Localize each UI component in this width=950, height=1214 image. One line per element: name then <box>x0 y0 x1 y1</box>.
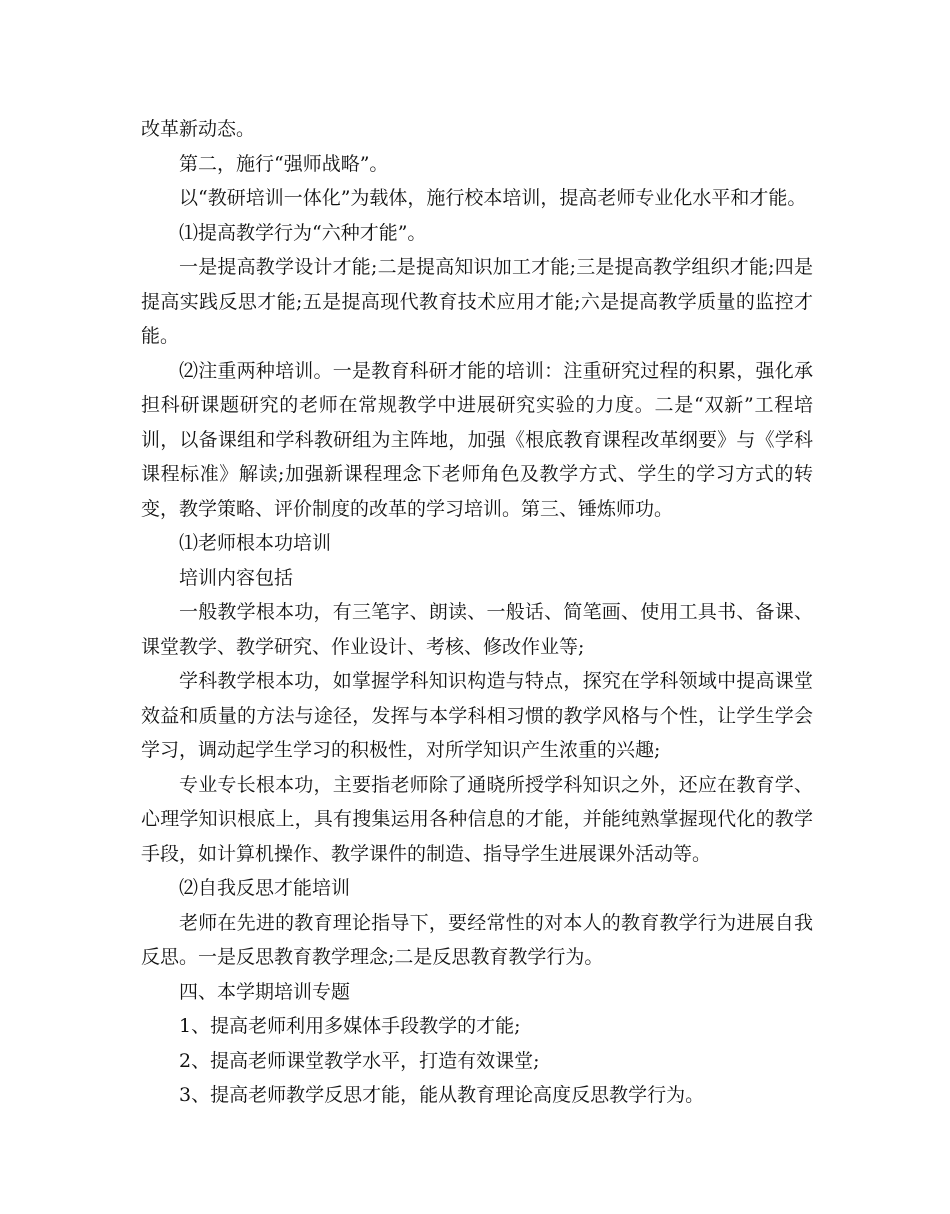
paragraph: 第二，施行“强师战略”。 <box>179 152 389 175</box>
paragraph: 一是提高教学设计才能;二是提高知识加工才能;三是提高教学组织才能;四是提高实践反思才能;五是提高现代教育技术应用才能;六是提高教学质量的监控才能。 <box>141 256 813 347</box>
paragraph: ⑵注重两种培训。一是教育科研才能的培训：注重研究过程的积累，强化承担科研课题研究的老师在常规教学中进展研究实验的力度。二是“双新”工程培训，以备课组和学科教研组为主阵地，加强《根底教育课程改革纲要》与《学科课程标准》解读;加强新课程理念下老师角色及教学方式、学生的学习方式的转变，教学策略、评价制度的改革的学习培训。第三、锤炼师功。 <box>141 359 813 520</box>
paragraph: 1、提高老师利用多媒体手段教学的才能; <box>179 1015 521 1037</box>
paragraph: 四、本学期培训专题 <box>179 980 351 1003</box>
paragraph: 专业专长根本功，主要指老师除了通晓所授学科知识之外，还应在教育学、心理学知识根底上，具有搜集运用各种信息的才能，并能纯熟掌握现代化的教学手段，如计算机操作、教学课件的制造、指导学生进展课外活动等。 <box>141 773 813 865</box>
paragraph: 2、提高老师课堂教学水平，打造有效课堂; <box>179 1049 540 1072</box>
paragraph: 以“教研培训一体化”为载体，施行校本培训，提高老师专业化水平和才能。 <box>179 187 807 209</box>
paragraph: 改革新动态。 <box>141 118 256 140</box>
paragraph: 3、提高老师教学反思才能，能从教育理论高度反思教学行为。 <box>179 1084 705 1106</box>
paragraph: 培训内容包括 <box>179 566 294 589</box>
paragraph: ⑴老师根本功培训 <box>179 532 332 554</box>
paragraph: ⑴提高教学行为“六种才能”。 <box>179 221 427 244</box>
paragraph: 一般教学根本功，有三笔字、朗读、一般话、简笔画、使用工具书、备课、课堂教学、教学研究、作业设计、考核、修改作业等; <box>141 601 813 658</box>
document-body <box>141 112 813 1113</box>
paragraph: ⑵自我反思才能培训 <box>179 877 351 899</box>
paragraph: 学科教学根本功，如掌握学科知识构造与特点，探究在学科领域中提高课堂效益和质量的方法与途径，发挥与本学科相习惯的教学风格与个性，让学生学会学习，调动起学生学习的积极性，对所学知识产生浓重的兴趣; <box>141 670 813 761</box>
paragraph: 老师在先进的教育理论指导下，要经常性的对本人的教育教学行为进展自我反思。一是反思教育教学理念;二是反思教育教学行为。 <box>141 911 813 968</box>
